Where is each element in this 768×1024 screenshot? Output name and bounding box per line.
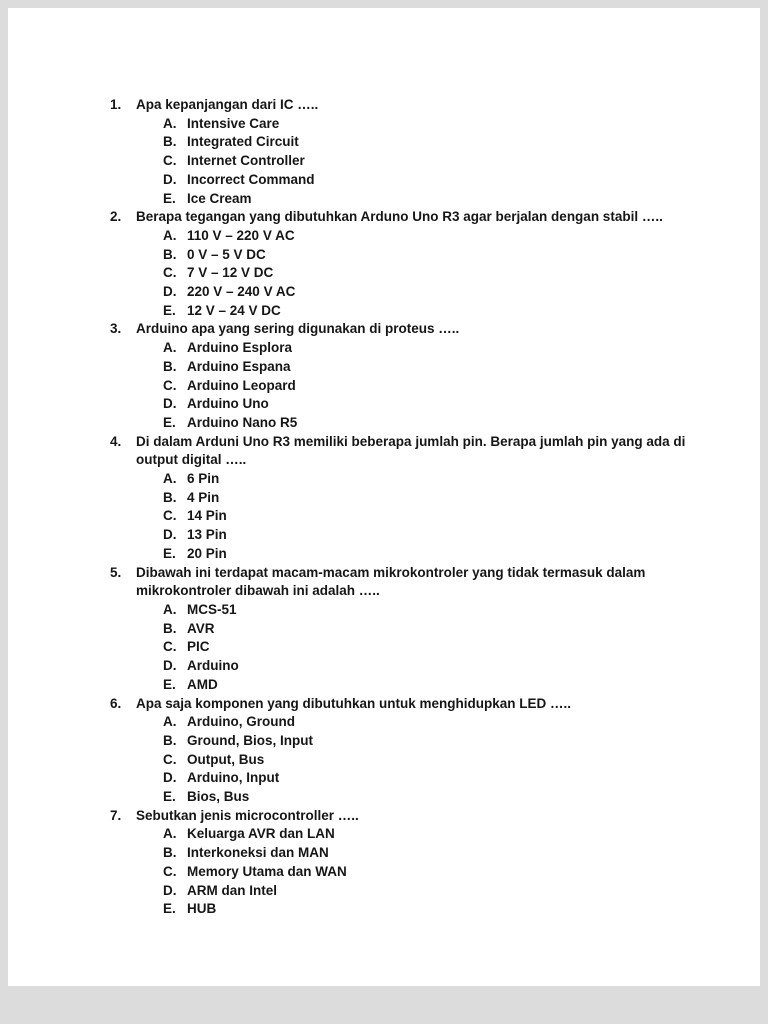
question-body <box>136 96 692 208</box>
answer-option <box>163 377 692 396</box>
option-letter: B. <box>163 845 177 861</box>
answer-option <box>163 190 692 209</box>
answer-option <box>163 283 692 302</box>
option-letter: C. <box>163 265 177 281</box>
option-text: Arduino Leopard <box>187 377 296 393</box>
option-letter: D. <box>163 770 177 786</box>
option-text: Arduino <box>187 658 239 674</box>
option-letter: A. <box>163 340 177 356</box>
option-letter: B. <box>163 358 177 374</box>
answer-option <box>163 545 692 564</box>
option-letter: E. <box>163 676 176 692</box>
question-body <box>136 564 692 695</box>
document-page <box>8 8 760 986</box>
option-text: Keluarga AVR dan LAN <box>187 826 335 842</box>
question <box>110 433 696 564</box>
option-text: 6 Pin <box>187 471 220 487</box>
option-text: Arduino, Ground <box>187 714 295 730</box>
answer-option <box>163 115 692 134</box>
question <box>110 807 696 919</box>
option-letter: D. <box>163 396 177 412</box>
option-text: Incorrect Command <box>187 171 315 187</box>
question-number: 6. <box>110 695 122 711</box>
option-text: Arduino, Input <box>187 770 280 786</box>
option-text: Arduino Espana <box>187 358 291 374</box>
option-text: Memory Utama dan WAN <box>187 863 347 879</box>
answer-option <box>163 620 692 639</box>
answer-option <box>163 171 692 190</box>
answer-option <box>163 526 692 545</box>
option-letter: C. <box>163 863 177 879</box>
option-text: 20 Pin <box>187 545 227 561</box>
option-text: Arduino Nano R5 <box>187 414 298 430</box>
question-number: 3. <box>110 321 122 337</box>
answer-option <box>163 882 692 901</box>
answer-option <box>163 788 692 807</box>
answer-option <box>163 227 692 246</box>
option-letter: B. <box>163 134 177 150</box>
option-letter: C. <box>163 508 177 524</box>
option-text: AMD <box>187 676 218 692</box>
option-letter: C. <box>163 377 177 393</box>
option-letter: D. <box>163 284 177 300</box>
option-letter: C. <box>163 751 177 767</box>
answer-option <box>163 358 692 377</box>
option-text: Bios, Bus <box>187 789 250 805</box>
option-letter: D. <box>163 527 177 543</box>
answer-option <box>163 676 692 695</box>
question <box>110 564 696 695</box>
option-letter: D. <box>163 658 177 674</box>
option-letter: E. <box>163 789 176 805</box>
option-text: PIC <box>187 639 210 655</box>
answer-option <box>163 507 692 526</box>
question <box>110 208 696 320</box>
option-text: AVR <box>187 620 215 636</box>
option-letter: B. <box>163 246 177 262</box>
option-letter: E. <box>163 414 176 430</box>
option-text: Interkoneksi dan MAN <box>187 845 329 861</box>
option-text: 14 Pin <box>187 508 227 524</box>
answer-option <box>163 844 692 863</box>
question-text: Di dalam Arduni Uno R3 memiliki beberapa jumlah pin. Berapa jumlah pin yang ada di output digital ….. <box>136 433 686 468</box>
option-text: 4 Pin <box>187 489 220 505</box>
option-letter: D. <box>163 882 177 898</box>
question-text: Apa saja komponen yang dibutuhkan untuk menghidupkan LED ….. <box>136 695 572 711</box>
option-letter: A. <box>163 601 177 617</box>
option-text: MCS-51 <box>187 601 237 617</box>
question <box>110 695 696 807</box>
answer-option <box>163 863 692 882</box>
option-letter: B. <box>163 620 177 636</box>
question-text: Apa kepanjangan dari IC ….. <box>136 97 319 112</box>
option-text: Ground, Bios, Input <box>187 732 313 748</box>
option-letter: E. <box>163 190 176 206</box>
answer-option <box>163 732 692 751</box>
option-letter: A. <box>163 826 177 842</box>
option-text: 12 V – 24 V DC <box>187 302 281 318</box>
answer-option <box>163 601 692 620</box>
question-text: Sebutkan jenis microcontroller ….. <box>136 807 359 823</box>
option-text: Intensive Care <box>187 115 280 131</box>
question <box>110 320 696 432</box>
answer-option <box>163 302 692 321</box>
answer-option <box>163 713 692 732</box>
option-text: Ice Cream <box>187 190 252 206</box>
answer-option <box>163 769 692 788</box>
option-text: Output, Bus <box>187 751 265 767</box>
answer-option <box>163 900 692 919</box>
option-letter: A. <box>163 471 177 487</box>
option-letter: C. <box>163 153 177 169</box>
option-text: Integrated Circuit <box>187 134 299 150</box>
question-body <box>136 320 692 432</box>
question <box>110 96 696 208</box>
option-text: Arduino Esplora <box>187 340 293 356</box>
question-number: 2. <box>110 209 122 225</box>
question-text: Arduino apa yang sering digunakan di proteus ….. <box>136 321 460 337</box>
option-text: 7 V – 12 V DC <box>187 265 274 281</box>
answer-option <box>163 246 692 265</box>
question-text: Dibawah ini terdapat macam-macam mikrokontroler yang tidak termasuk dalam mikrokontroler dibawah ini adalah ….. <box>136 564 646 599</box>
answer-option <box>163 657 692 676</box>
question-body <box>136 807 692 919</box>
question-number: 1. <box>110 97 122 112</box>
question-number: 4. <box>110 433 122 449</box>
option-letter: A. <box>163 227 177 243</box>
option-letter: C. <box>163 639 177 655</box>
answer-option <box>163 638 692 657</box>
option-text: 110 V – 220 V AC <box>187 227 295 243</box>
answer-option <box>163 152 692 171</box>
option-text: Internet Controller <box>187 153 305 169</box>
option-text: 0 V – 5 V DC <box>187 246 266 262</box>
option-letter: E. <box>163 901 176 917</box>
answer-option <box>163 751 692 770</box>
option-letter: D. <box>163 171 177 187</box>
option-text: 220 V – 240 V AC <box>187 284 296 300</box>
answer-option <box>163 825 692 844</box>
option-letter: A. <box>163 115 177 131</box>
option-letter: E. <box>163 302 176 318</box>
question-number: 5. <box>110 564 122 580</box>
question-body <box>136 433 692 564</box>
question-list <box>110 96 696 919</box>
option-letter: A. <box>163 714 177 730</box>
answer-option <box>163 395 692 414</box>
option-text: 13 Pin <box>187 527 227 543</box>
option-text: HUB <box>187 901 217 917</box>
option-letter: B. <box>163 489 177 505</box>
answer-option <box>163 470 692 489</box>
question-body <box>136 695 692 807</box>
option-letter: E. <box>163 545 176 561</box>
question-number: 7. <box>110 807 122 823</box>
option-letter: B. <box>163 732 177 748</box>
answer-option <box>163 414 692 433</box>
option-text: ARM dan Intel <box>187 882 277 898</box>
answer-option <box>163 489 692 508</box>
answer-option <box>163 133 692 152</box>
answer-option <box>163 339 692 358</box>
question-body <box>136 208 692 320</box>
question-text: Berapa tegangan yang dibutuhkan Arduno Uno R3 agar berjalan dengan stabil ….. <box>136 209 663 225</box>
option-text: Arduino Uno <box>187 396 269 412</box>
answer-option <box>163 264 692 283</box>
